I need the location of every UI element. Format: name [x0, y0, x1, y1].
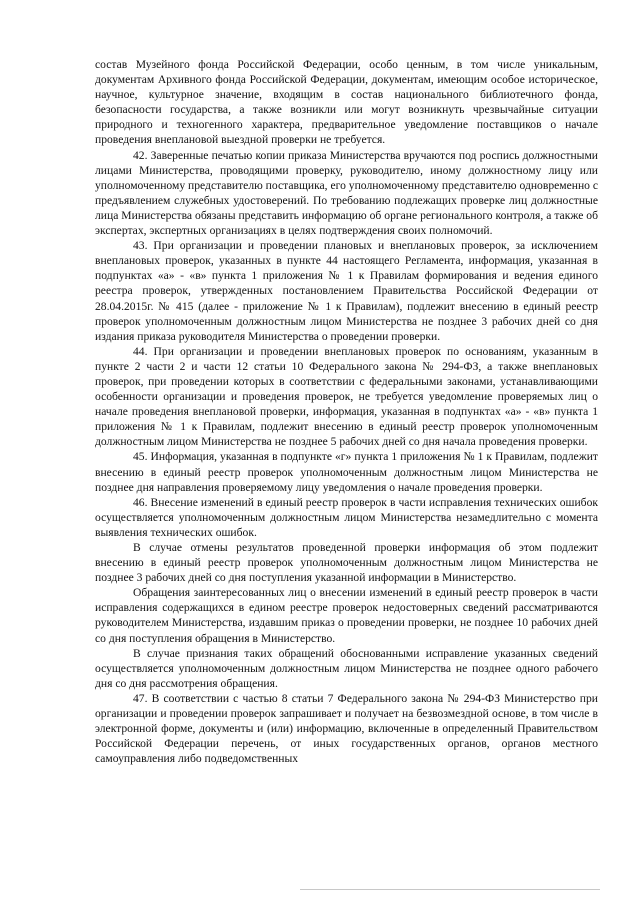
- paragraph-46-cancellation: В случае отмены результатов проведенной проверки информация об этом подлежит внесению в единый реестр проверок уполномоченным должностным лицом Министерства не позднее 3 рабочих дней со дня поступления указанной информации в Министерство.: [95, 541, 598, 585]
- paragraph-46-correction: В случае признания таких обращений обоснованными исправление указанных сведений осуществляется уполномоченным должностным лицом Министерства не позднее одного рабочего дня со дня рассмотрения обращения.: [95, 646, 598, 690]
- paragraph-42: 42. Заверенные печатью копии приказа Министерства вручаются под роспись должностными лицами Министерства, проводящими проверку, руководителю, иному должностному лицу или уполномоченному представителю поставщика, его уполномоченному представителю одновременно с предъявлением служебных удостоверений. По требованию подлежащих проверке лиц должностные лица Министерства обязаны представить информацию об органе регионального контроля, а также об экспертах, экспертных организациях в целях подтверждения своих полномочий.: [95, 148, 598, 238]
- scan-artifact-line: [300, 889, 600, 890]
- paragraph-43: 43. При организации и проведении плановых и внеплановых проверок, за исключением внеплановых проверок, указанных в пункте 44 настоящего Регламента, информация, указанная в подпунктах «а» - «в» пункта 1 приложения № 1 к Правилам формирования и ведения единого реестра проверок, утвержденных постановлением Правительства Российской Федерации от 28.04.2015г. № 415 (далее - приложение № 1 к Правилам), подлежит внесению в единый реестр проверок уполномоченным должностным лицом Министерства не позднее 3 рабочих дней со дня издания приказа руководителя Министерства о проведении проверки.: [95, 239, 598, 343]
- document-body: [95, 57, 598, 766]
- paragraph-46: 46. Внесение изменений в единый реестр проверок в части исправления технических ошибок осуществляется уполномоченным должностным лицом Министерства незамедлительно с момента выявления технических ошибок.: [95, 495, 598, 539]
- paragraph-44: 44. При организации и проведении внеплановых проверок по основаниям, указанным в пункте 2 части 2 и части 12 статьи 10 Федерального закона № 294-ФЗ, а также внеплановых проверок, при проведении которых в соответствии с федеральными законами, устанавливающими особенности организации и проведения проверок, не требуется уведомление проверяемых лиц о начале проведения внеплановой проверки, информация, указанная в подпунктах «а» - «в» пункта 1 приложения № 1 к Правилам, подлежит внесению в единый реестр проверок уполномоченным должностным лицом Министерства не позднее 5 рабочих дней со дня начала проведения проверки.: [95, 344, 598, 449]
- paragraph-47: 47. В соответствии с частью 8 статьи 7 Федерального закона № 294-ФЗ Министерство при организации и проведении проверок запрашивает и получает на безвозмездной основе, в том числе в электронной форме, документы и (или) информацию, включенные в определенный Правительством Российской Федерации перечень, от иных государственных органов, органов местного самоуправления либо подведомственных: [95, 691, 598, 766]
- paragraph-46-appeals: Обращения заинтересованных лиц о внесении изменений в единый реестр проверок в части исправления содержащихся в едином реестре проверок недостоверных сведений рассматриваются руководителем Министерства, издавшим приказ о проведении проверки, не позднее 10 рабочих дней со дня поступления обращения в Министерство.: [95, 586, 598, 645]
- paragraph-continuation: состав Музейного фонда Российской Федерации, особо ценным, в том числе уникальным, документам Архивного фонда Российской Федерации, документам, имеющим особое историческое, научное, культурное значение, входящим в состав национального библиотечного фонда, безопасности государства, а также возникли или могут возникнуть чрезвычайные ситуации природного и техногенного характера, предварительное уведомление поставщиков о начале проведения внеплановой выездной проверки не требуется.: [95, 58, 598, 147]
- paragraph-45: 45. Информация, указанная в подпункте «г» пункта 1 приложения № 1 к Правилам, подлежит внесению в единый реестр проверок уполномоченным должностным лицом Министерства не позднее дня направления проверяемому лицу уведомления о начале проведения проверки.: [95, 450, 598, 494]
